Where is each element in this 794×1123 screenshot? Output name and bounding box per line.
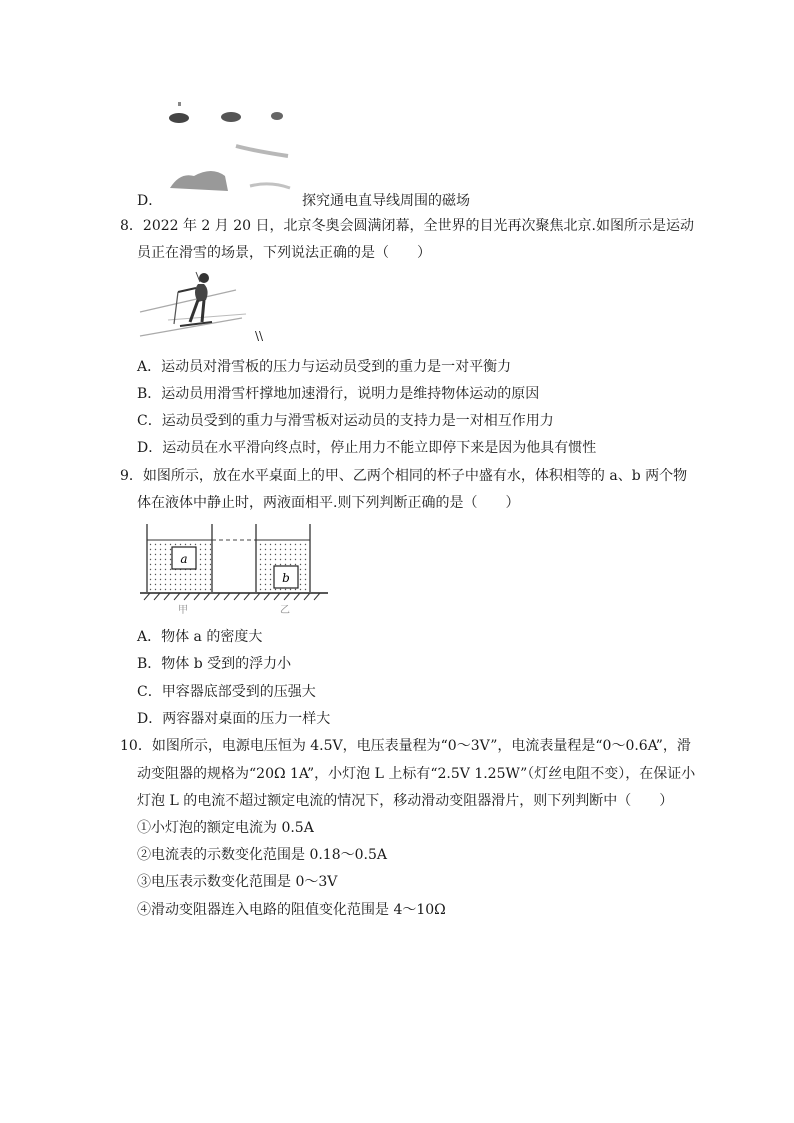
q9-stem-line2: 体在液体中静止时，两液面相平.则下列判断正确的是（ ） bbox=[137, 495, 520, 511]
q9-option-c: C．甲容器底部受到的压强大 bbox=[137, 684, 316, 700]
q8-option-c: C．运动员受到的重力与滑雪板对运动员的支持力是一对相互作用力 bbox=[137, 413, 554, 429]
q8-figure-skier bbox=[138, 270, 248, 342]
q9-block-a: a bbox=[180, 552, 188, 566]
q10-statement-3: ③电压表示数变化范围是 0～3V bbox=[137, 874, 338, 890]
q9-cup-label-right: 乙 bbox=[280, 605, 290, 616]
q10-stem-line3: 灯泡 L 的电流不超过额定电流的情况下，移动滑动变阻器滑片，则下列判断中（ ） bbox=[137, 793, 674, 809]
q9-figure-two-cups bbox=[138, 522, 330, 614]
q9-cup-label-left: 甲 bbox=[178, 605, 188, 616]
q10-statement-2: ②电流表的示数变化范围是 0.18～0.5A bbox=[137, 847, 387, 863]
q9-option-d: D．两容器对桌面的压力一样大 bbox=[137, 711, 331, 727]
q7-figure-magnetic-field bbox=[160, 96, 300, 196]
q9-option-b: B．物体 b 受到的浮力小 bbox=[137, 656, 292, 672]
q7-option-d-text: 探究通电直导线周围的磁场 bbox=[302, 193, 470, 209]
q9-stem-line1: 9．如图所示，放在水平桌面上的甲、乙两个相同的杯子中盛有水，体积相等的 a、b 两个物 bbox=[120, 468, 688, 484]
q7-option-d-letter: D． bbox=[137, 193, 163, 209]
q10-stem-line2: 动变阻器的规格为“20Ω 1A”，小灯泡 L 上标有“2.5V 1.25W”（灯丝电阻不变），在保证小 bbox=[137, 766, 696, 782]
q10-stem-line1: 10．如图所示，电源电压恒为 4.5V，电压表量程为“0～3V”，电流表量程是“0～0.6A”，滑 bbox=[120, 738, 691, 754]
q8-stem-line1: 8．2022 年 2 月 20 日，北京冬奥会圆满闭幕，全世界的目光再次聚焦北京.如图所示是运动 bbox=[120, 218, 694, 234]
q10-statement-1: ①小灯泡的额定电流为 0.5A bbox=[137, 820, 314, 836]
q8-option-a: A．运动员对滑雪板的压力与运动员受到的重力是一对平衡力 bbox=[137, 359, 512, 375]
q10-statement-4: ④滑动变阻器连入电路的阻值变化范围是 4～10Ω bbox=[137, 902, 446, 918]
q9-option-a: A．物体 a 的密度大 bbox=[137, 629, 263, 645]
q8-figure-mark: \\ bbox=[255, 329, 264, 343]
q9-block-b: b bbox=[282, 571, 290, 585]
q8-option-d: D．运动员在水平滑向终点时，停止用力不能立即停下来是因为他具有惯性 bbox=[137, 440, 597, 456]
q8-option-b: B．运动员用滑雪杆撑地加速滑行，说明力是维持物体运动的原因 bbox=[137, 386, 540, 402]
q8-stem-line2: 员正在滑雪的场景，下列说法正确的是（ ） bbox=[137, 245, 431, 261]
